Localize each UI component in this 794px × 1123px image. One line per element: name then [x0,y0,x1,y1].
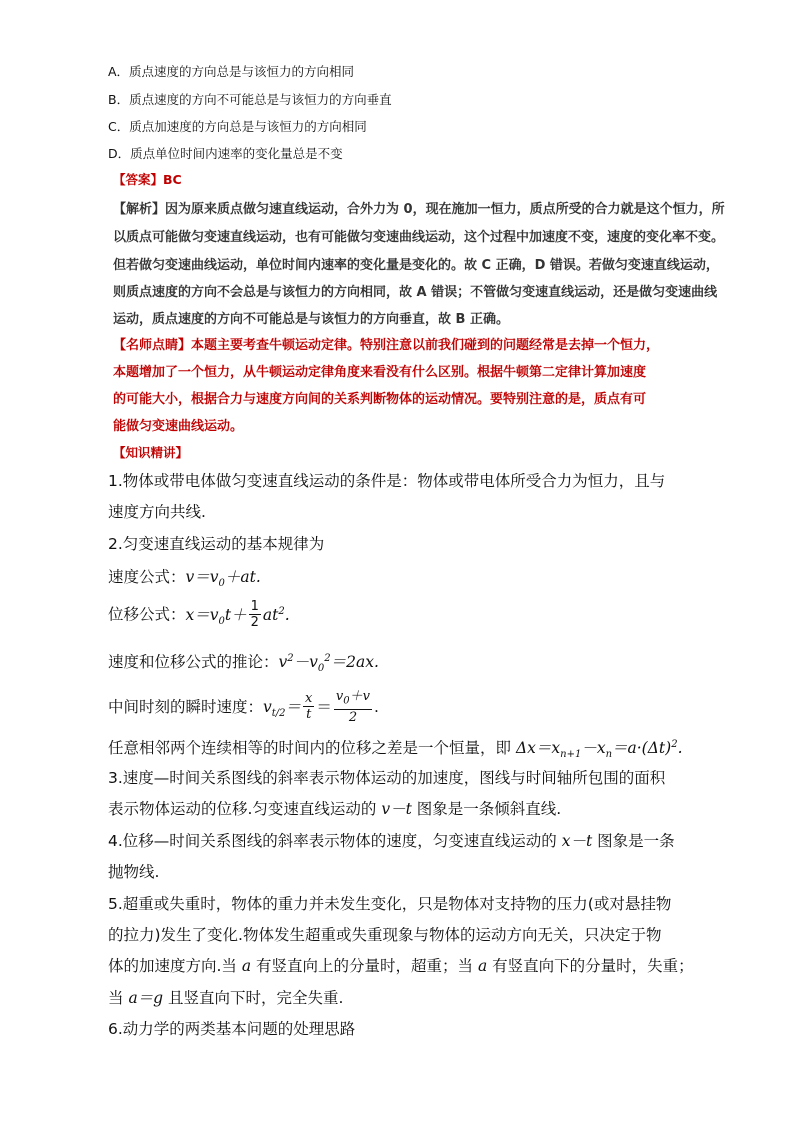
displacement-formula-label: 位移公式： [108,605,186,624]
displacement-formula: 位移公式：$x=v_0t+$ $\frac{1}{2}$ $at^2$. [108,599,290,630]
point-4-line-2: 抛物线. [108,863,160,881]
point-5-line-3: 体的加速度方向.当 a 有竖直向上的分量时，超重；当 a 有竖直向下的分量时，失重； [108,957,694,975]
answer-label: 【答案】BC [113,172,182,187]
mid-time-velocity-formula: 中间时刻的瞬时速度：$v_{t/2}=$ $\frac{x}{t}$ ＝ $\frac{v_0+v}{2}$ . [108,689,379,725]
displacement-difference-label: 任意相邻两个连续相等的时间内的位移之差是一个恒量，即 [108,739,512,757]
speed-formula-label: 速度公式： [108,568,186,586]
derived-formula: 速度和位移公式的推论：$v^2-v_0^2=2ax$. [108,652,379,675]
explanation-line: 但若做匀变速曲线运动，单位时间内速率的变化量是变化的。故 C 正确，D 错误。若做匀变速直线运动， [113,258,719,273]
point-5-line-1: 5.超重或失重时，物体的重力并未发生变化，只是物体对支持物的压力(或对悬挂物 [108,895,672,913]
teacher-tip-line: 能做匀变速曲线运动。 [113,419,244,434]
explanation-line: 【解析】因为原来质点做匀速直线运动，合外力为 0，现在施加一恒力，质点所受的合力就是这个恒力，所 [113,202,725,217]
mid-time-velocity-label: 中间时刻的瞬时速度： [108,697,264,716]
speed-formula [108,565,261,589]
point-3-line-1: 3.速度—时间关系图线的斜率表示物体运动的加速度，图线与时间轴所包围的面积 [108,769,666,787]
option-a: A．质点速度的方向总是与该恒力的方向相同 [108,64,355,79]
point-3-line-2: 表示物体运动的位移.匀变速直线运动的 v－t 图象是一条倾斜直线. [108,800,562,818]
explanation-line: 则质点速度的方向不会总是与该恒力的方向相同，故 A 错误；不管做匀变速直线运动，还是做匀变速曲线 [113,285,718,300]
derived-formula-label: 速度和位移公式的推论： [108,653,279,671]
point-5-line-4: 当 a＝g 且竖直向下时，完全失重. [108,989,344,1007]
displacement-difference-formula: 任意相邻两个连续相等的时间内的位移之差是一个恒量，即 $\Delta x=x_{n+1}-x_n=a\cdot(\Delta t)^2$. [108,738,683,761]
point-2: 2.匀变速直线运动的基本规律为 [108,535,325,553]
point-1-line-2: 速度方向共线. [108,503,206,521]
point-4-line-1: 4.位移—时间关系图线的斜率表示物体的速度，匀变速直线运动的 x－t 图象是一条 [108,832,675,850]
speed-formula-expression: $v=v_0+at$. [185,568,261,590]
teacher-tip-line: 本题增加了一个恒力，从牛顿运动定律角度来看没有什么区别。根据牛顿第二定律计算加速度 [113,365,647,380]
explanation-line: 运动，质点速度的方向不可能总是与该恒力的方向垂直，故 B 正确。 [113,312,509,327]
teacher-tip-line: 【名师点睛】本题主要考查牛顿运动定律。特别注意以前我们碰到的问题经常是去掉一个恒力， [113,338,660,353]
fraction-v0-plus-v-over-2: $\frac{v_0+v}{2}$ [335,689,370,725]
knowledge-heading: 【知识精讲】 [113,445,189,460]
option-c: C．质点加速度的方向总是与该恒力的方向相同 [108,119,367,134]
fraction-one-half: $\frac{1}{2}$ [250,599,259,630]
teacher-tip-line: 的可能大小，根据合力与速度方向间的关系判断物体的运动情况。要特别注意的是，质点有可 [113,392,647,407]
option-d: D．质点单位时间内速率的变化量总是不变 [108,146,343,161]
fraction-x-over-t: $\frac{x}{t}$ [305,691,313,723]
point-5-line-2: 的拉力)发生了变化.物体发生超重或失重现象与物体的运动方向无关，只决定于物 [108,926,662,944]
point-1-line-1: 1.物体或带电体做匀变速直线运动的条件是：物体或带电体所受合力为恒力，且与 [108,472,666,490]
explanation-line: 以质点可能做匀变速直线运动，也有可能做匀变速曲线运动，这个过程中加速度不变，速度的变化率不变。 [113,230,725,245]
point-6: 6.动力学的两类基本问题的处理思路 [108,1020,356,1038]
option-b: B．质点速度的方向不可能总是与该恒力的方向垂直 [108,92,392,107]
